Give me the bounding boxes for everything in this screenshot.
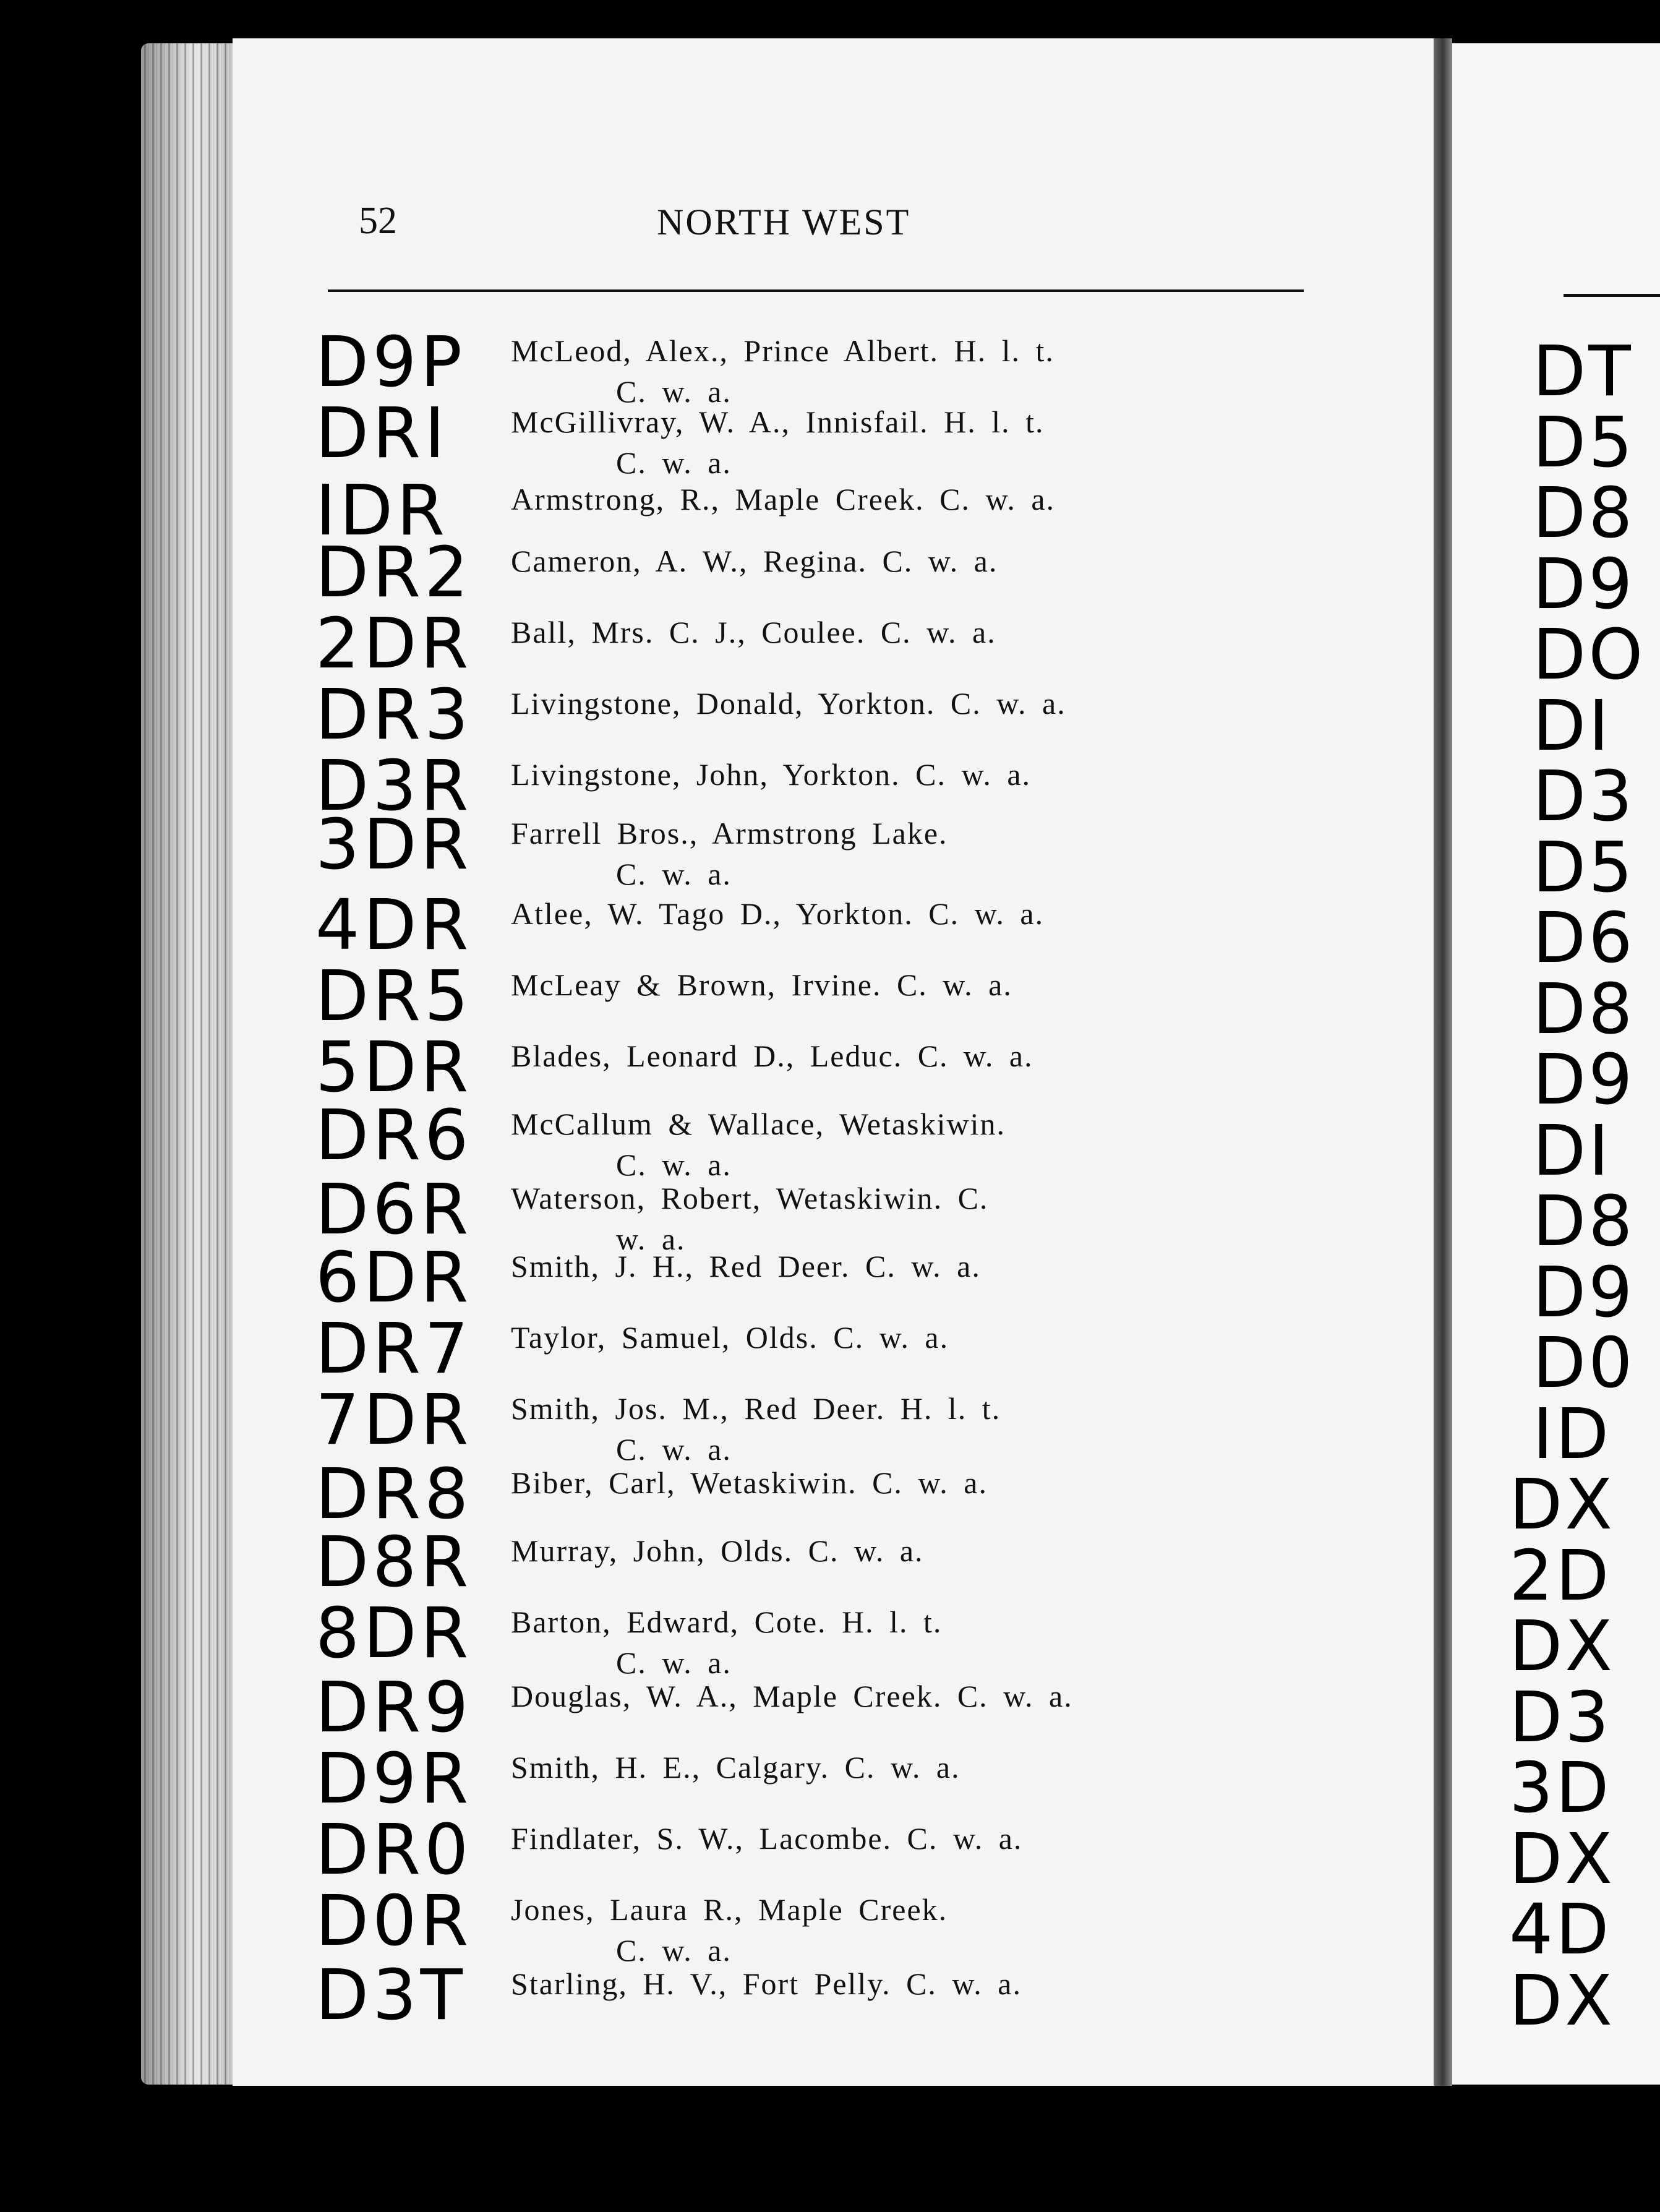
listing-line: Smith, H. E., Calgary. C. w. a. xyxy=(511,1750,960,1785)
listing-text xyxy=(511,1747,1298,1788)
listing-line: Jones, Laura R., Maple Creek. xyxy=(511,1892,948,1927)
listing-continuation: C. w. a. xyxy=(616,1147,732,1182)
page-number: 52 xyxy=(359,200,397,242)
listing-line: McCallum & Wallace, Wetaskiwin. xyxy=(511,1107,1006,1141)
facing-call-sign: 4D xyxy=(1509,1890,1612,1970)
listing-text xyxy=(511,1462,1298,1503)
facing-call-sign: D5 xyxy=(1533,402,1635,483)
facing-call-sign: D9 xyxy=(1533,544,1635,625)
header-rule xyxy=(328,289,1304,292)
listing-line: Starling, H. V., Fort Pelly. C. w. a. xyxy=(511,1966,1022,2001)
listing-line: Livingstone, John, Yorkton. C. w. a. xyxy=(511,757,1032,792)
listing-text xyxy=(511,1601,1298,1683)
facing-call-sign: D8 xyxy=(1533,969,1635,1050)
listing-text xyxy=(511,1676,1298,1717)
listing-line: McLeod, Alex., Prince Albert. H. l. t. xyxy=(511,333,1055,368)
listing-continuation: C. w. a. xyxy=(616,1432,732,1467)
listing-line: Livingstone, Donald, Yorkton. C. w. a. xyxy=(511,686,1066,721)
facing-call-sign: DX xyxy=(1509,1819,1615,1900)
facing-call-sign: DO xyxy=(1533,615,1646,695)
listing-line: Findlater, S. W., Lacombe. C. w. a. xyxy=(511,1821,1023,1856)
listing-line: Armstrong, R., Maple Creek. C. w. a. xyxy=(511,482,1056,517)
listing-text xyxy=(511,1818,1298,1859)
facing-call-sign: D9 xyxy=(1533,1040,1635,1120)
call-sign-code: 8DR xyxy=(315,1593,473,1674)
listing-text xyxy=(511,964,1298,1005)
listing-text xyxy=(511,813,1298,894)
listing-line: Waterson, Robert, Wetaskiwin. C. xyxy=(511,1181,989,1215)
call-sign-code: D6R xyxy=(315,1170,473,1250)
facing-call-sign: 2D xyxy=(1509,1535,1612,1616)
listing-text xyxy=(511,1388,1298,1470)
call-sign-code: DR7 xyxy=(315,1309,473,1389)
listing-line: Smith, J. H., Red Deer. C. w. a. xyxy=(511,1249,981,1284)
facing-call-sign: D8 xyxy=(1533,473,1635,554)
listing-text xyxy=(511,1317,1298,1358)
facing-call-sign: D3 xyxy=(1533,757,1635,837)
call-sign-code: 7DR xyxy=(315,1380,473,1460)
listing-continuation: w. a. xyxy=(616,1222,686,1256)
listing-text xyxy=(511,893,1298,934)
call-sign-code: DR8 xyxy=(315,1454,473,1535)
call-sign-code: DR0 xyxy=(315,1810,473,1890)
listing-continuation: C. w. a. xyxy=(616,1645,732,1680)
facing-call-sign: DX xyxy=(1509,1465,1615,1545)
call-sign-code: 3DR xyxy=(315,805,473,885)
listing-line: Barton, Edward, Cote. H. l. t. xyxy=(511,1605,943,1639)
call-sign-code: D8R xyxy=(315,1522,473,1603)
facing-call-sign: D5 xyxy=(1533,827,1635,908)
facing-call-sign: D0 xyxy=(1533,1323,1635,1404)
call-sign-code: D9R xyxy=(315,1739,473,1819)
listing-line: Murray, John, Olds. C. w. a. xyxy=(511,1533,924,1568)
call-sign-code: DR6 xyxy=(315,1095,473,1176)
listing-text xyxy=(511,683,1298,724)
facing-call-sign: DI xyxy=(1533,685,1612,766)
listing-line: Farrell Bros., Armstrong Lake. xyxy=(511,816,948,851)
listing-continuation: C. w. a. xyxy=(616,445,732,480)
listing-continuation: C. w. a. xyxy=(616,374,732,409)
listing-line: McGillivray, W. A., Innisfail. H. l. t. xyxy=(511,405,1045,439)
listing-text xyxy=(511,1104,1298,1185)
call-sign-code: 6DR xyxy=(315,1238,473,1318)
listing-text xyxy=(511,1889,1298,1971)
facing-call-sign: DI xyxy=(1533,1110,1612,1191)
call-sign-code: D3T xyxy=(315,1955,466,2036)
facing-call-sign: D9 xyxy=(1533,1252,1635,1333)
call-sign-code: D3R xyxy=(315,746,473,826)
listing-line: Biber, Carl, Wetaskiwin. C. w. a. xyxy=(511,1465,988,1500)
listing-line: Blades, Leonard D., Leduc. C. w. a. xyxy=(511,1039,1033,1073)
call-sign-code: 5DR xyxy=(315,1027,473,1108)
running-head: NORTH WEST xyxy=(657,202,911,242)
listing-text xyxy=(511,479,1298,520)
listing-text xyxy=(511,1530,1298,1571)
listing-line: Smith, Jos. M., Red Deer. H. l. t. xyxy=(511,1391,1001,1426)
facing-call-sign: DX xyxy=(1509,1606,1615,1687)
listing-line: Ball, Mrs. C. J., Coulee. C. w. a. xyxy=(511,615,996,649)
listing-text xyxy=(511,541,1298,581)
facing-call-sign: D8 xyxy=(1533,1181,1635,1262)
call-sign-code: DRI xyxy=(315,393,449,474)
listing-continuation: C. w. a. xyxy=(616,1933,732,1968)
listing-continuation: C. w. a. xyxy=(616,857,732,891)
facing-call-sign: 3D xyxy=(1509,1748,1612,1828)
call-sign-code: DR9 xyxy=(315,1668,473,1748)
facing-call-sign: D3 xyxy=(1509,1677,1612,1758)
listing-text xyxy=(511,1035,1298,1076)
facing-call-sign: DT xyxy=(1533,332,1633,412)
listing-text xyxy=(511,401,1298,483)
listing-text xyxy=(511,330,1298,412)
listing-line: Atlee, W. Tago D., Yorkton. C. w. a. xyxy=(511,896,1045,931)
call-sign-code: D0R xyxy=(315,1881,473,1961)
call-sign-code: IDR xyxy=(315,471,449,551)
listing-line: Cameron, A. W., Regina. C. w. a. xyxy=(511,544,998,578)
facing-call-sign: DX xyxy=(1509,1960,1615,2041)
facing-call-sign: D6 xyxy=(1533,898,1635,979)
listing-text xyxy=(511,612,1298,653)
call-sign-code: D9P xyxy=(315,322,466,403)
listing-line: Douglas, W. A., Maple Creek. C. w. a. xyxy=(511,1679,1073,1713)
facing-header-rule xyxy=(1564,294,1660,297)
call-sign-code: DR2 xyxy=(315,533,473,613)
book-gutter xyxy=(1434,38,1452,2086)
listing-line: McLeay & Brown, Irvine. C. w. a. xyxy=(511,967,1012,1002)
call-sign-code: DR5 xyxy=(315,956,473,1037)
call-sign-code: 2DR xyxy=(315,604,473,684)
facing-call-sign: ID xyxy=(1533,1394,1612,1475)
listing-text xyxy=(511,1246,1298,1287)
listing-text xyxy=(511,1963,1298,2004)
listing-line: Taylor, Samuel, Olds. C. w. a. xyxy=(511,1320,949,1355)
call-sign-code: 4DR xyxy=(315,885,473,966)
facing-page xyxy=(1452,43,1660,2085)
call-sign-code: DR3 xyxy=(315,675,473,755)
listing-text xyxy=(511,754,1298,795)
